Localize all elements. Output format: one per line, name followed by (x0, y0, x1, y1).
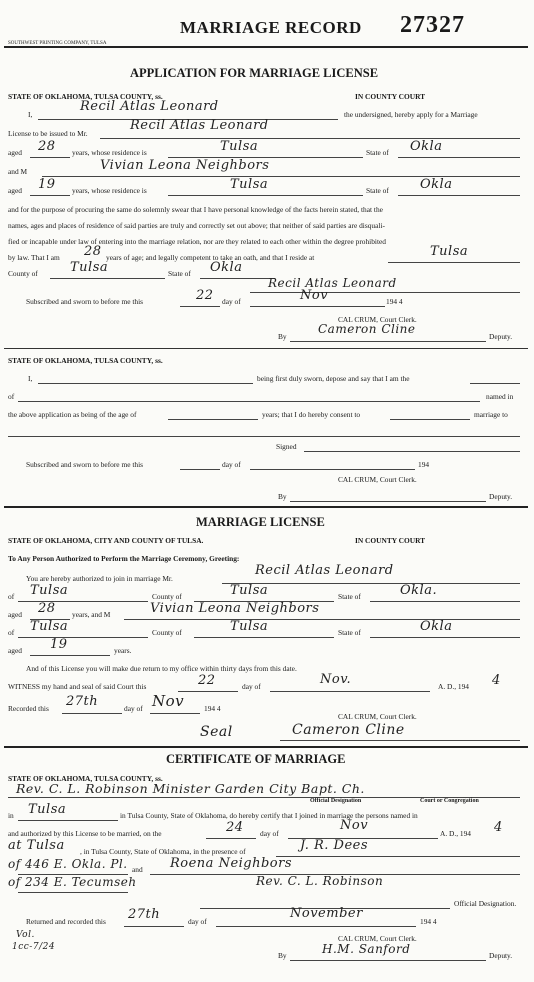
witness-day: 22 (198, 673, 216, 688)
witness-1: J. R. Dees (300, 838, 369, 853)
license-aged-label: aged (8, 610, 22, 619)
bride-age: 19 (38, 177, 56, 192)
recorded-day: 27th (66, 694, 99, 709)
and-m-label: and M (8, 167, 28, 176)
application-heading: APPLICATION FOR MARRIAGE LICENSE (130, 66, 379, 80)
consent-text-2b: years; that I do hereby consent to (262, 410, 361, 419)
oath-text-3: fied or incapable under law of entering into the marriage relation, nor are they related to each other within the degree prohibited (8, 237, 386, 246)
official-designation-end: Official Designation. (454, 899, 517, 908)
cert-text-3: , in Tulsa County, State of Oklahoma, in the presence of (80, 847, 246, 856)
license-groom: Recil Atlas Leonard (255, 563, 394, 578)
license-groom-age: 28 (38, 601, 56, 616)
court-clerk: CAL CRUM, Court Clerk. (338, 315, 417, 324)
cert-text-2a: and authorized by this License to be married, on the (8, 829, 162, 838)
printer-imprint: SOUTHWEST PRINTING COMPANY, TULSA (8, 41, 107, 46)
married-day-of: day of (260, 829, 279, 838)
oath-text-4b: years of age; and legally competent to take an oath, and that I reside at (106, 253, 315, 262)
groom-name: Recil Atlas Leonard (130, 118, 269, 133)
applicant-signature: Recil Atlas Leonard (268, 276, 397, 290)
recorded-month: Nov (152, 692, 185, 710)
license-heading: MARRIAGE LICENSE (196, 515, 325, 529)
state-label-3: State of (168, 269, 191, 278)
license-county-label: County of (152, 592, 182, 601)
married-ad: A. D., 194 (440, 829, 471, 838)
applicant-name: Recil Atlas Leonard (80, 99, 219, 114)
license-bride-county: Tulsa (230, 619, 269, 634)
returned-month: November (290, 906, 363, 921)
record-number: 27327 (400, 12, 465, 38)
aged-label: aged (8, 148, 22, 157)
consent-text-2c: marriage to (474, 410, 508, 419)
license-groom-city: Tulsa (30, 583, 69, 598)
bride-name: Vivian Leona Neighbors (100, 158, 270, 173)
aged-label-2: aged (8, 186, 22, 195)
license-clerk-signature: Cameron Cline (292, 722, 405, 738)
license-bride-age: 19 (50, 637, 68, 652)
recorded-year: 194 4 (204, 704, 221, 713)
consent-day-of: day of (222, 460, 241, 469)
license-groom-state: Okla. (400, 583, 438, 598)
return-text: And of this License you will make due return to my office within thirty days from this date. (26, 664, 297, 673)
license-bride-city: Tulsa (30, 619, 69, 634)
affiant-county: Tulsa (70, 260, 109, 275)
consent-deputy-label: Deputy. (489, 492, 513, 501)
affiant-state: Okla (210, 260, 243, 275)
returned-year: 194 4 (420, 917, 437, 926)
license-of-label-2: of (8, 628, 15, 637)
sworn-label: Subscribed and sworn to before me this (26, 297, 143, 306)
license-label: License to be issued to Mr. (8, 129, 88, 138)
license-bride-state: Okla (420, 619, 453, 634)
consent-state-line: STATE OF OKLAHOMA, TULSA COUNTY, ss. (8, 356, 163, 365)
license-state-label-2: State of (338, 628, 361, 637)
day-of-label: day of (222, 297, 241, 306)
license-and-m: years, and M (72, 610, 111, 619)
license-clerk: CAL CRUM, Court Clerk. (338, 712, 417, 721)
application-court: IN COUNTY COURT (355, 92, 426, 101)
sworn-month: Nov (300, 288, 329, 303)
license-groom-county: Tulsa (230, 583, 269, 598)
oath-text-2: names, ages and places of residence of said parties are truly and correctly set out above; that neither of said parties are disquali- (8, 221, 385, 230)
authorized-text: You are hereby authorized to join in marriage Mr. (26, 574, 173, 583)
cert-clerk: CAL CRUM, Court Clerk. (338, 934, 417, 943)
returned-day-of: day of (188, 917, 207, 926)
i-label: I, (28, 110, 33, 119)
residence-label: years, whose residence is (72, 148, 147, 157)
deputy-signature: Cameron Cline (318, 322, 416, 336)
application-state-line: STATE OF OKLAHOMA, TULSA COUNTY, ss. (8, 92, 163, 101)
license-state-label: State of (338, 592, 361, 601)
margin-note-1: Vol. (16, 930, 35, 940)
license-court: IN COUNTY COURT (355, 536, 426, 545)
consent-by-label: By (278, 492, 287, 501)
license-greeting: To Any Person Authorized to Perform the Marriage Ceremony, Greeting: (8, 554, 240, 563)
court-congregation-label: Court or Congregation (420, 798, 479, 804)
groom-age: 28 (38, 139, 56, 154)
oath-text-4a: by law. That I am (8, 253, 60, 262)
county-label: County of (8, 269, 38, 278)
officiant-signature: Rev. C. L. Robinson (256, 874, 384, 888)
bride-residence: Tulsa (230, 177, 269, 192)
sworn-day: 22 (196, 288, 214, 303)
witness-day-of: day of (242, 682, 261, 691)
license-state-line: STATE OF OKLAHOMA, CITY AND COUNTY OF TULSA. (8, 536, 204, 545)
at-city: at Tulsa (8, 838, 65, 853)
named-in-label: named in (486, 392, 514, 401)
cert-and-label: and (132, 865, 143, 874)
undersigned-text: the undersigned, hereby apply for a Marriage (344, 110, 478, 119)
record-title: MARRIAGE RECORD (180, 18, 362, 37)
affiant-city: Tulsa (430, 244, 469, 259)
cert-in-label: in (8, 811, 14, 820)
license-aged-label-2: aged (8, 646, 22, 655)
consent-year: 194 (418, 460, 430, 469)
married-year: 4 (494, 820, 503, 835)
affiant-age: 28 (84, 244, 102, 259)
license-years: years. (114, 646, 132, 655)
certificate-heading: CERTIFICATE OF MARRIAGE (166, 752, 346, 766)
groom-residence: Tulsa (220, 139, 259, 154)
witness-text: WITNESS my hand and seal of said Court this (8, 682, 147, 691)
witness-2-address: of 234 E. Tecumseh (8, 875, 137, 889)
official-designation-label: Official Designation (310, 798, 362, 804)
margin-note-2: 1cc-7/24 (12, 942, 56, 952)
by-label: By (278, 332, 287, 341)
cert-deputy-label: Deputy. (489, 951, 513, 960)
returned-label: Returned and recorded this (26, 917, 106, 926)
seal-label: Seal (200, 724, 233, 740)
sworn-year: 194 4 (386, 297, 403, 306)
cert-deputy-signature: H.M. Sanford (322, 942, 411, 956)
cert-city: Tulsa (28, 802, 67, 817)
witness-2: Roena Neighbors (170, 856, 293, 871)
married-month: Nov (340, 818, 369, 833)
consent-sworn-label: Subscribed and sworn to before me this (26, 460, 143, 469)
witness-1-address: of 446 E. Okla. Pl. (8, 857, 128, 871)
state-label: State of (366, 148, 389, 157)
consent-clerk: CAL CRUM, Court Clerk. (338, 475, 417, 484)
cert-text-1: in Tulsa County, State of Oklahoma, do hereby certify that I joined in marriage the persons named in (120, 811, 418, 820)
oath-text-1: and for the purpose of procuring the same do solemnly swear that I have personal knowledge of the facts herein stated, that the (8, 205, 383, 214)
residence-label-2: years, whose residence is (72, 186, 147, 195)
witness-month: Nov. (320, 672, 352, 687)
license-of-label: of (8, 592, 15, 601)
bride-state: Okla (420, 177, 453, 192)
recorded-label: Recorded this (8, 704, 49, 713)
recorded-day-of: day of (124, 704, 143, 713)
state-label-2: State of (366, 186, 389, 195)
license-county-label-2: County of (152, 628, 182, 637)
consent-of-label: of (8, 392, 15, 401)
deputy-label: Deputy. (489, 332, 513, 341)
signed-label: Signed (276, 442, 297, 451)
returned-day: 27th (128, 907, 161, 922)
cert-by-label: By (278, 951, 287, 960)
married-day: 24 (226, 820, 244, 835)
consent-text-2a: the above application as being of the age of (8, 410, 137, 419)
witness-year: 4 (492, 673, 501, 688)
consent-i-label: I, (28, 374, 33, 383)
certificate-state-line: STATE OF OKLAHOMA, TULSA COUNTY, ss. (8, 774, 163, 783)
consent-text-1: being first duly sworn, depose and say that I am the (257, 374, 410, 383)
witness-ad: A. D., 194 (438, 682, 469, 691)
groom-state: Okla (410, 139, 443, 154)
license-bride: Vivian Leona Neighbors (150, 601, 320, 616)
officiant-line: Rev. C. L. Robinson Minister Garden City Bapt. Ch. (16, 781, 365, 796)
